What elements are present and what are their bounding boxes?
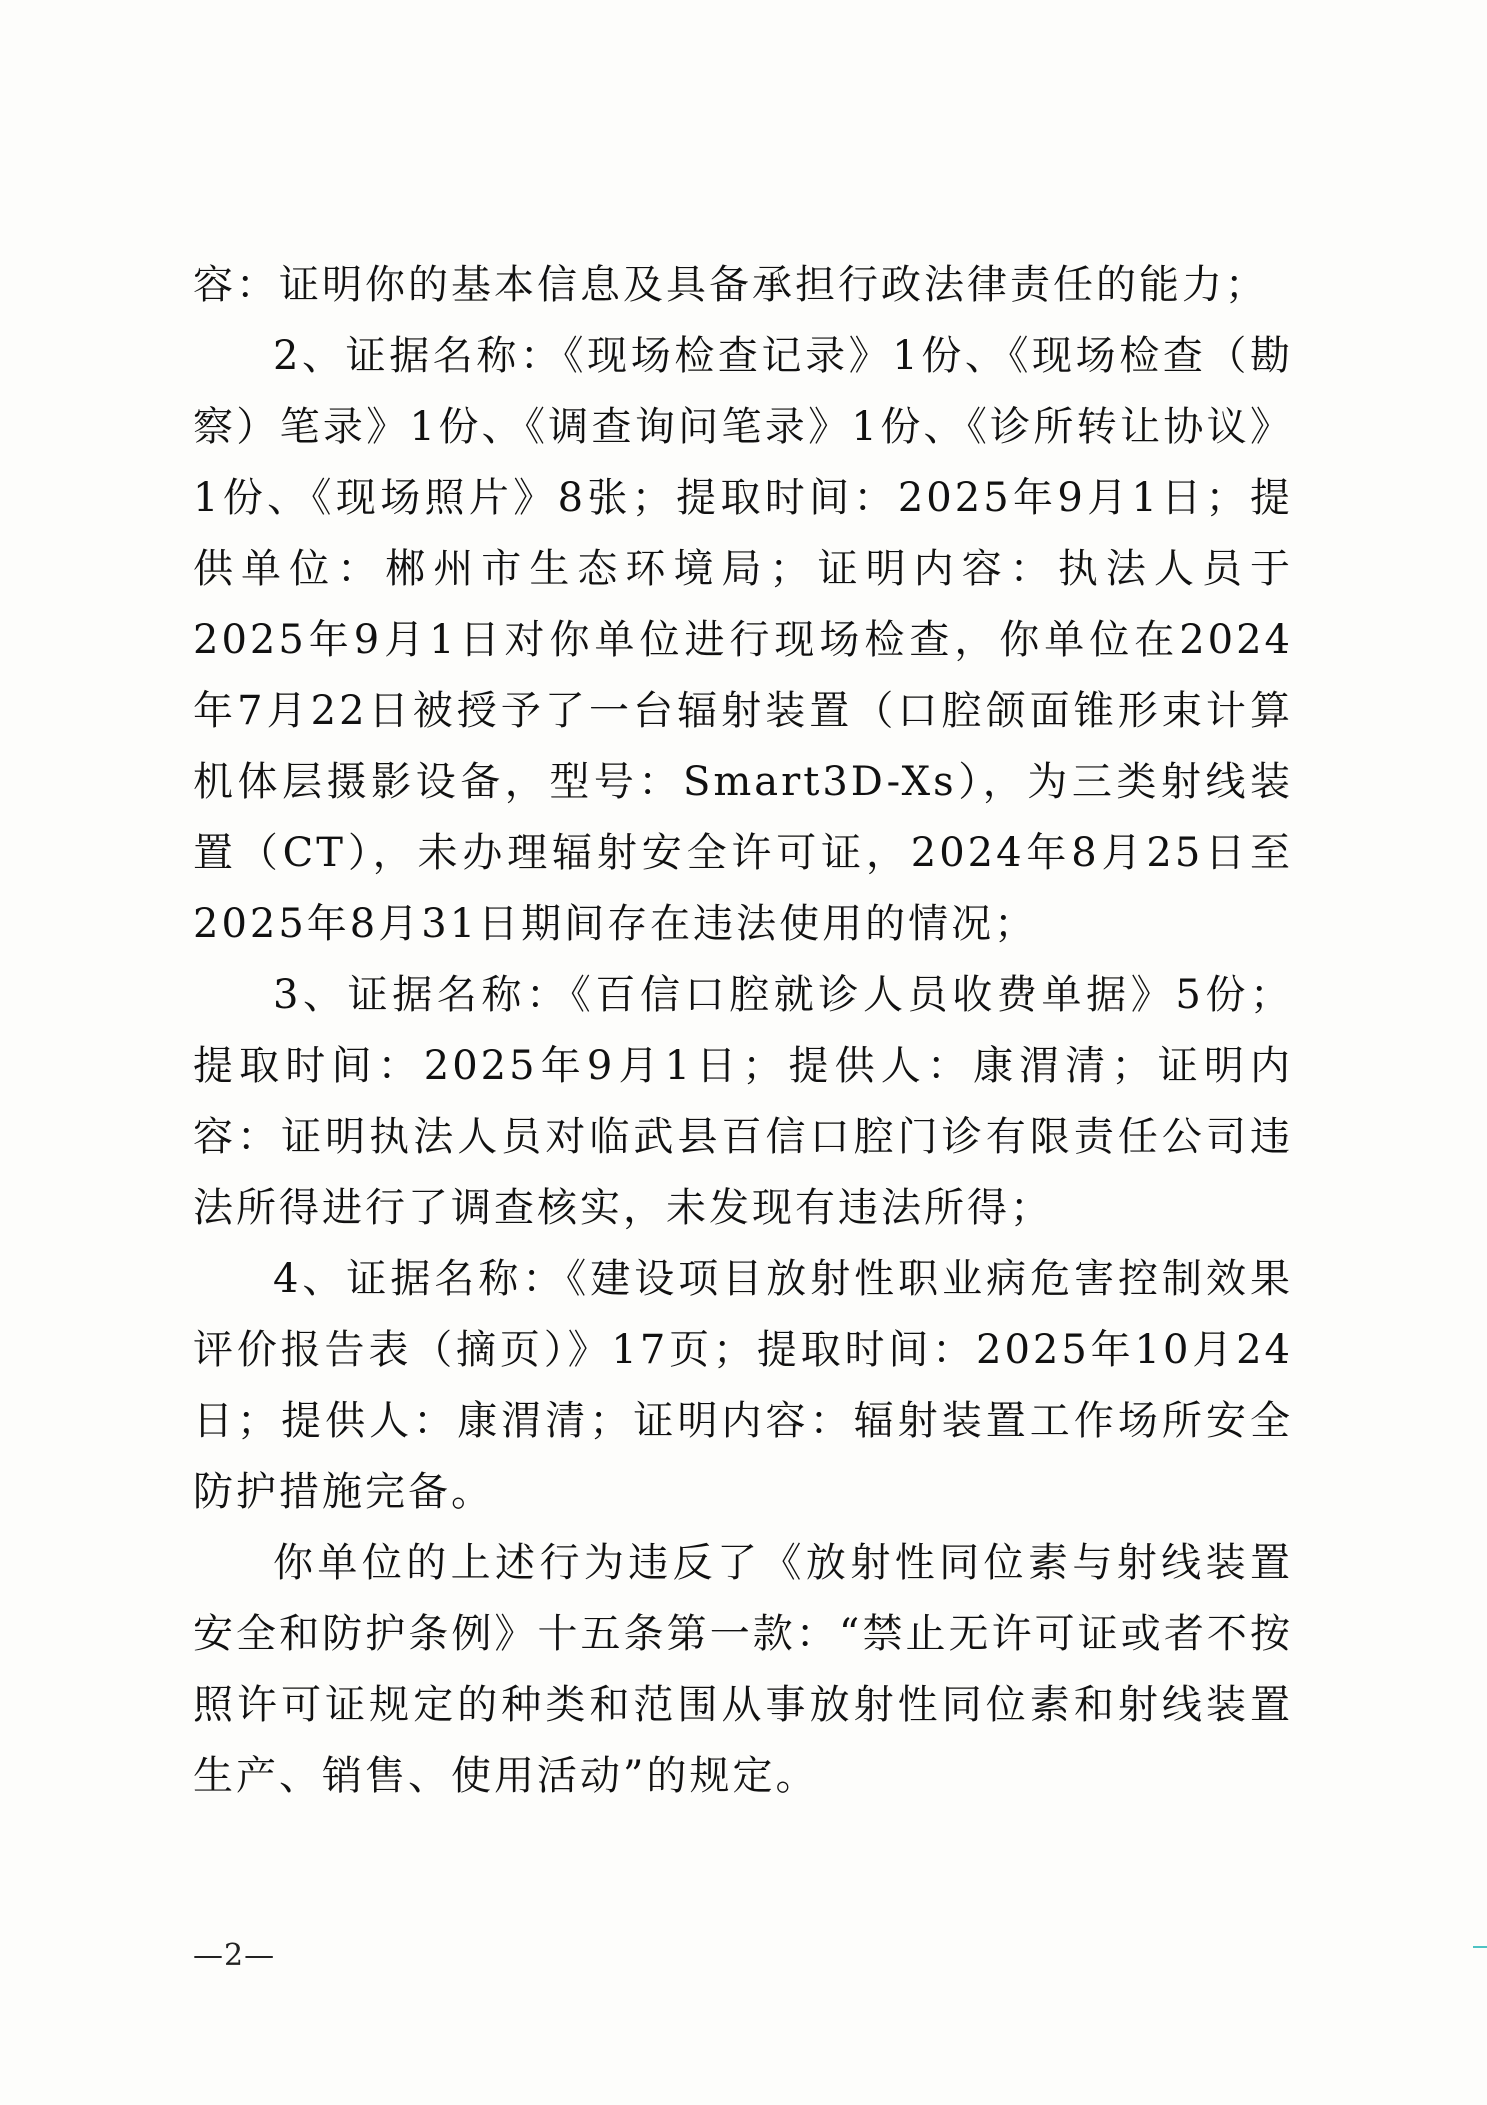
paragraph-evidence-3: 3、证据名称：《百信口腔就诊人员收费单据》5份；提取时间：2025年9月1日；提供人：康渭清；证明内容：证明执法人员对临武县百信口腔门诊有限责任公司违法所得进行了调查核实，未发现有违法所得；	[193, 972, 1293, 1231]
body-text	[193, 250, 1293, 1812]
page-number: —2—	[193, 1938, 276, 1973]
edge-mark	[1473, 1946, 1487, 1948]
paragraph-continued: 容：证明你的基本信息及具备承担行政法律责任的能力；	[193, 262, 1268, 308]
paragraph-evidence-4: 4、证据名称：《建设项目放射性职业病危害控制效果评价报告表（摘页）》17页；提取时间：2025年10月24日；提供人：康渭清；证明内容：辐射装置工作场所安全防护措施完备。	[193, 1256, 1293, 1515]
paragraph-evidence-2: 2、证据名称：《现场检查记录》1份、《现场检查（勘察）笔录》1份、《调查询问笔录》1份、《诊所转让协议》1份、《现场照片》8张；提取时间：2025年9月1日；提供单位：郴州市生态环境局；证明内容：执法人员于2025年9月1日对你单位进行现场检查，你单位在2024年7月22日被授予了一台辐射装置（口腔颌面锥形束计算机体层摄影设备，型号：Smart3D-Xs），为三类射线装置（CT），未办理辐射安全许可证，2024年8月25日至2025年8月31日期间存在违法使用的情况；	[193, 333, 1293, 947]
paragraph-violation: 你单位的上述行为违反了《放射性同位素与射线装置安全和防护条例》十五条第一款：“禁止无许可证或者不按照许可证规定的种类和范围从事放射性同位素和射线装置生产、销售、使用活动”的规定。	[193, 1540, 1293, 1799]
